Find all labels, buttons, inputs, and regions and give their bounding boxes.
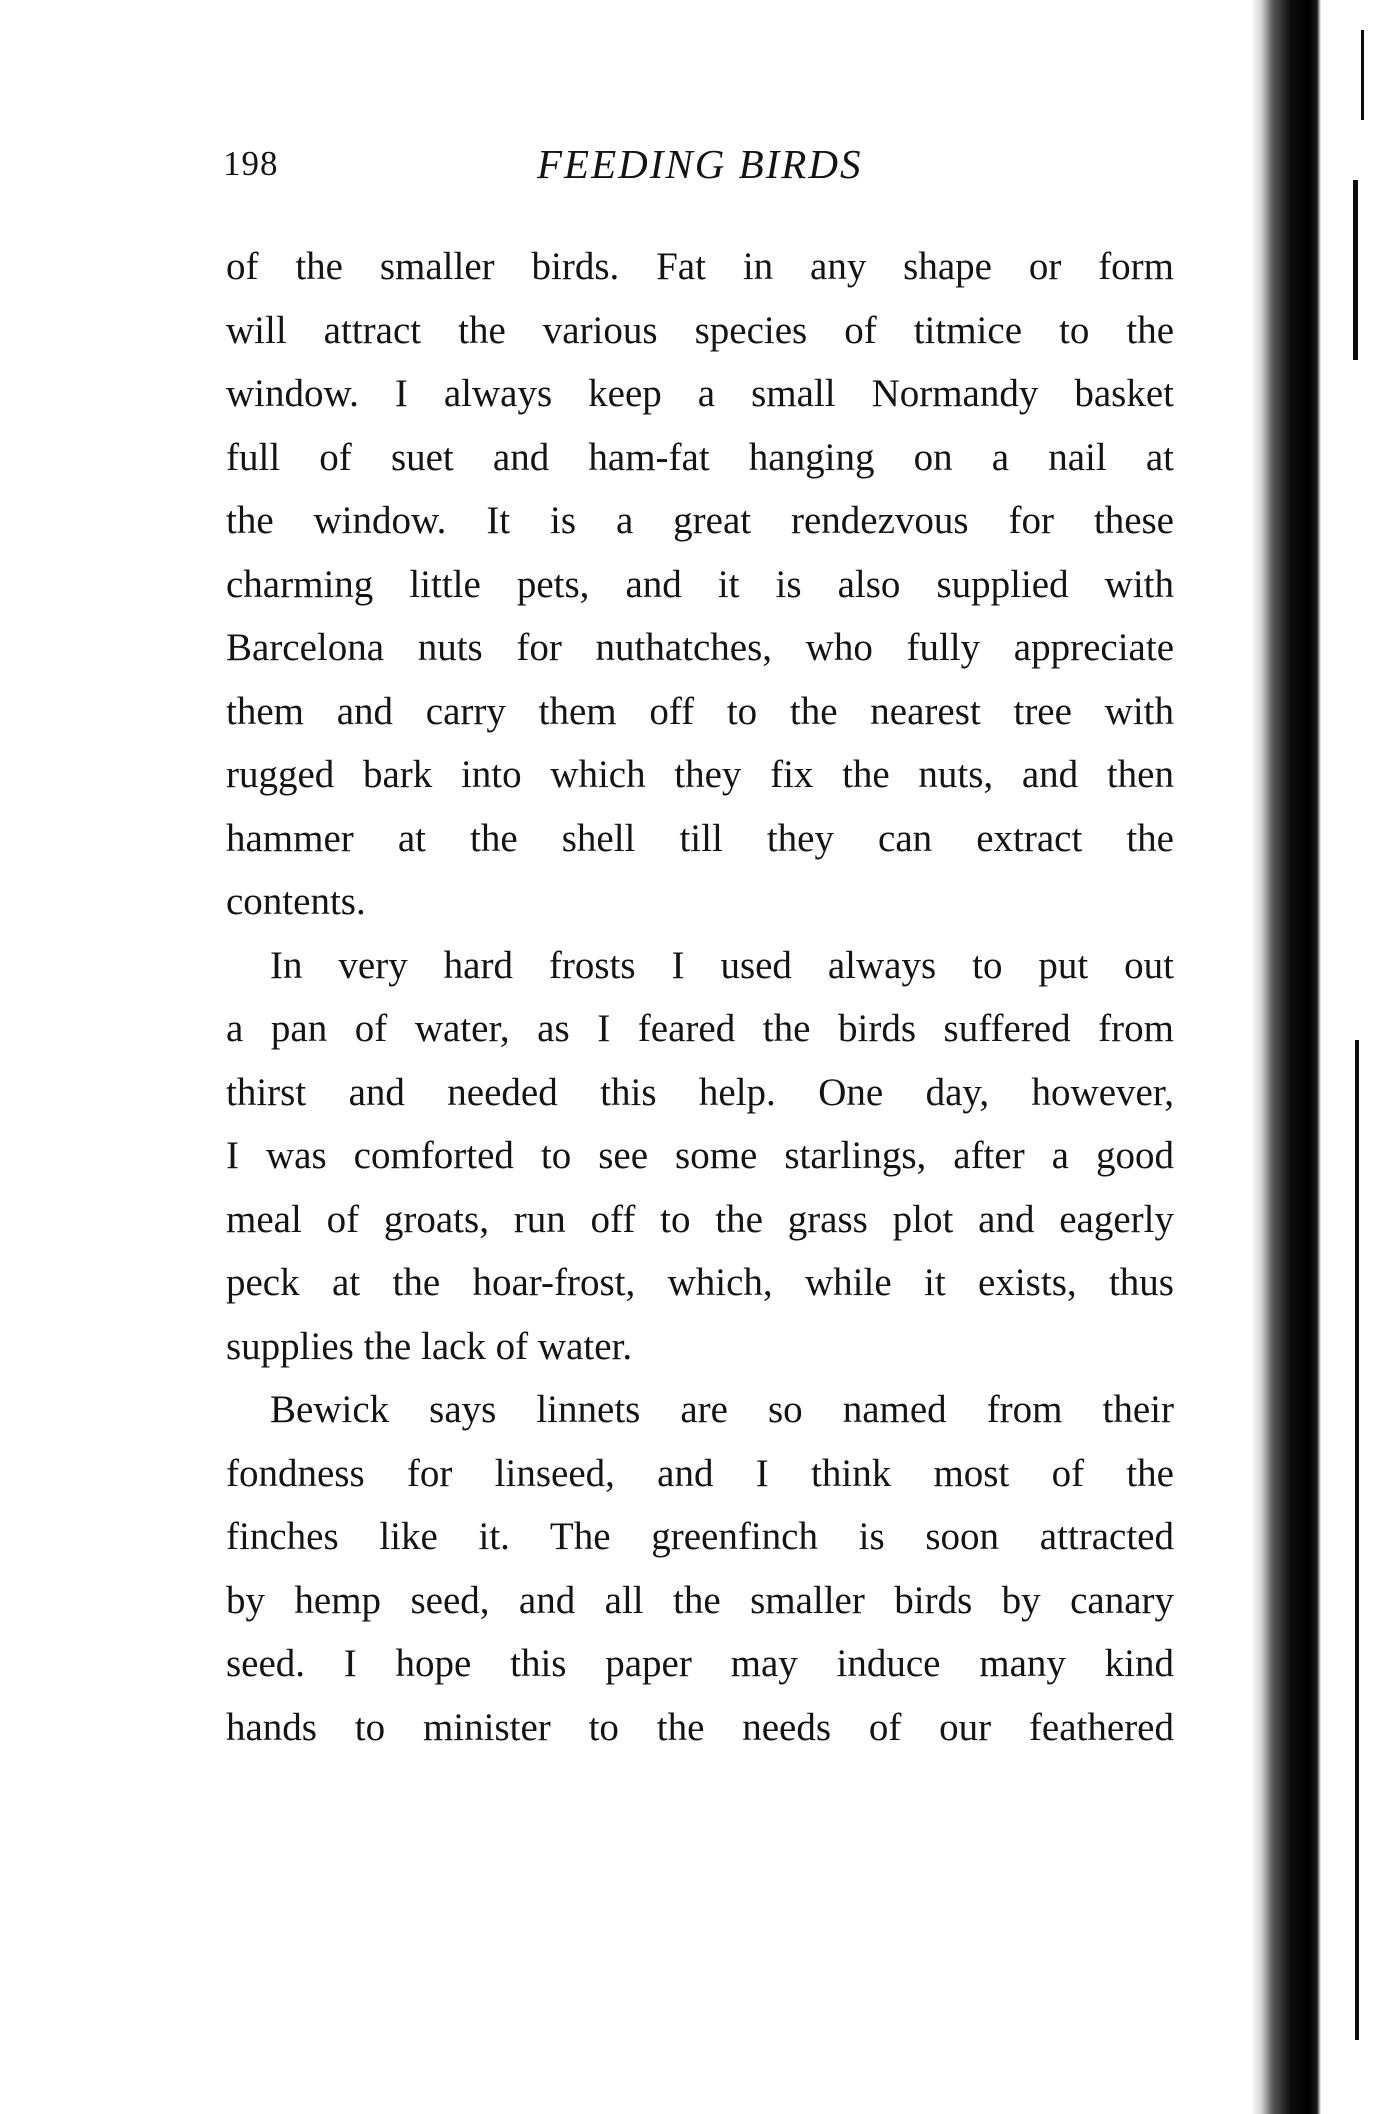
- binding-mark: [1355, 1040, 1359, 2040]
- text-line: the window. It is a great rendezvous for these: [226, 499, 1174, 542]
- text-line: hammer at the shell till they can extract the: [226, 816, 1174, 860]
- text-line: of the smaller birds. Fat in any shape or form: [226, 245, 1174, 288]
- text-line: a pan of water, as I feared the birds suffered from: [226, 1007, 1174, 1050]
- text-line: Barcelona nuts for nuthatches, who fully appreciate: [226, 626, 1174, 669]
- text-line: In very hard frosts I used always to put out: [270, 943, 1174, 987]
- text-line: peck at the hoar-frost, which, while it exists, thus: [226, 1261, 1174, 1304]
- text-line: full of suet and ham-fat hanging on a nail at: [226, 435, 1174, 479]
- book-gutter-shadow: [1251, 0, 1381, 2114]
- text-line: hands to minister to the needs of our feathered: [226, 1705, 1174, 1749]
- page-number: 198: [223, 144, 279, 183]
- text-line: Bewick says linnets are so named from their: [270, 1388, 1174, 1431]
- body-text: [226, 235, 1174, 1759]
- binding-mark: [1353, 180, 1358, 360]
- text-line: meal of groats, run off to the grass plot and eagerly: [226, 1197, 1174, 1241]
- text-line: will attract the various species of titmice to the: [226, 308, 1174, 352]
- text-line: contents.: [226, 880, 366, 923]
- gutter-shading: [1251, 0, 1381, 2114]
- running-head: FEEDING BIRDS: [537, 141, 863, 187]
- text-line: charming little pets, and it is also supplied with: [226, 562, 1174, 606]
- text-line: them and carry them off to the nearest tree with: [226, 689, 1174, 733]
- text-line: finches like it. The greenfinch is soon attracted: [226, 1515, 1174, 1558]
- binding-mark: [1361, 30, 1364, 120]
- text-line: I was comforted to see some starlings, after a good: [226, 1134, 1174, 1177]
- paragraph-1: [226, 235, 1174, 934]
- page-header: [223, 140, 1173, 200]
- text-line: supplies the lack of water.: [226, 1324, 633, 1368]
- text-line: seed. I hope this paper may induce many kind: [226, 1642, 1174, 1685]
- paragraph-3: [226, 1378, 1174, 1759]
- paragraph-2: [226, 934, 1174, 1379]
- text-line: by hemp seed, and all the smaller birds by canary: [226, 1578, 1174, 1622]
- text-line: rugged bark into which they fix the nuts, and then: [226, 753, 1174, 796]
- text-line: thirst and needed this help. One day, however,: [226, 1070, 1174, 1114]
- text-line: fondness for linseed, and I think most of the: [226, 1451, 1174, 1495]
- text-line: window. I always keep a small Normandy basket: [226, 372, 1174, 415]
